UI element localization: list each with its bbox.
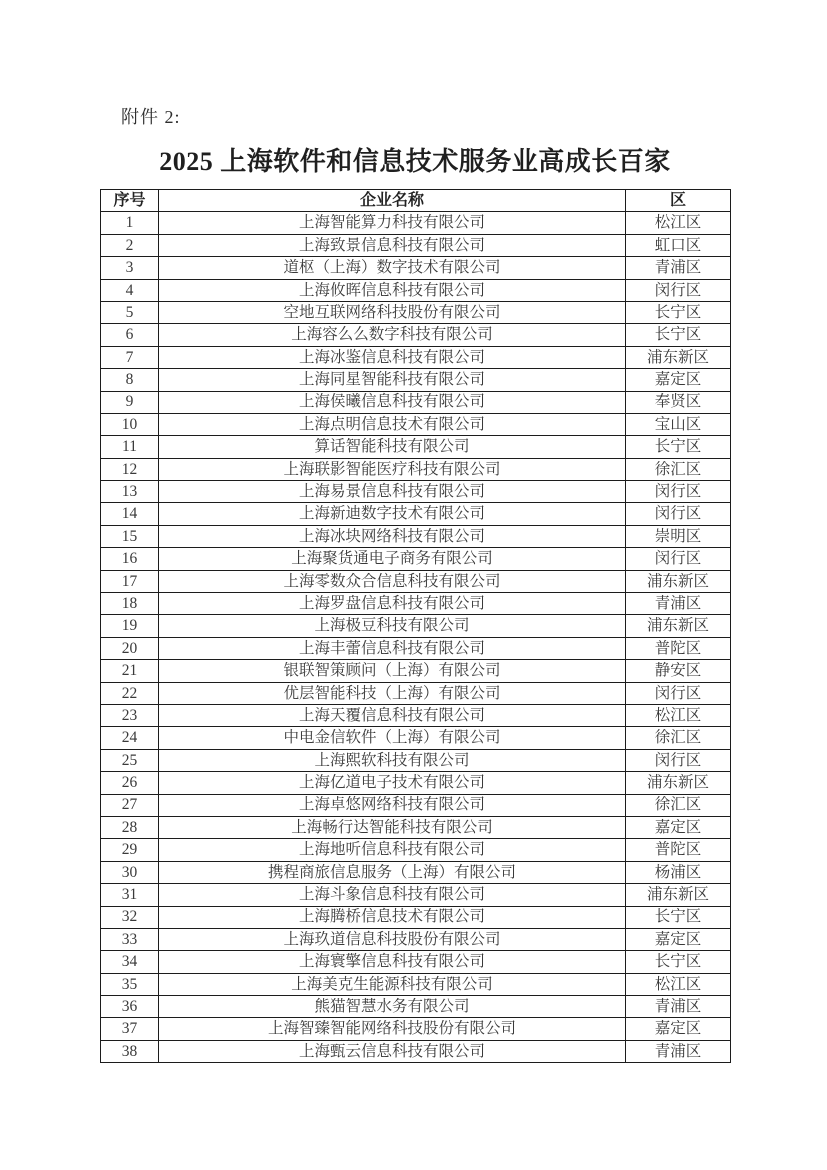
table-row — [101, 682, 731, 704]
row-index-cell: 38 — [101, 1040, 159, 1062]
company-name-cell: 上海同星智能科技有限公司 — [159, 369, 626, 391]
company-name-cell: 上海零数众合信息科技有限公司 — [159, 570, 626, 592]
company-name-cell: 上海甄云信息科技有限公司 — [159, 1040, 626, 1062]
row-index-cell: 15 — [101, 525, 159, 547]
row-index-cell: 5 — [101, 301, 159, 323]
table-row — [101, 772, 731, 794]
row-index-cell: 25 — [101, 749, 159, 771]
row-index-cell: 35 — [101, 973, 159, 995]
district-cell: 闵行区 — [626, 481, 731, 503]
company-name-cell: 上海畅行达智能科技有限公司 — [159, 816, 626, 838]
company-name-cell: 优层智能科技（上海）有限公司 — [159, 682, 626, 704]
table-row — [101, 570, 731, 592]
district-cell: 青浦区 — [626, 593, 731, 615]
table-row — [101, 503, 731, 525]
table-row — [101, 996, 731, 1018]
table-row — [101, 749, 731, 771]
district-cell: 嘉定区 — [626, 816, 731, 838]
district-cell: 闵行区 — [626, 503, 731, 525]
row-index-cell: 4 — [101, 279, 159, 301]
company-table — [100, 189, 731, 1063]
table-row — [101, 436, 731, 458]
company-name-cell: 上海亿道电子技术有限公司 — [159, 772, 626, 794]
row-index-cell: 30 — [101, 861, 159, 883]
table-row — [101, 346, 731, 368]
district-cell: 闵行区 — [626, 548, 731, 570]
table-row — [101, 861, 731, 883]
company-name-cell: 上海容么么数字科技有限公司 — [159, 324, 626, 346]
table-row — [101, 884, 731, 906]
table-row — [101, 1018, 731, 1040]
district-cell: 长宁区 — [626, 301, 731, 323]
company-name-cell: 道枢（上海）数字技术有限公司 — [159, 257, 626, 279]
table-row — [101, 391, 731, 413]
row-index-cell: 16 — [101, 548, 159, 570]
district-cell: 嘉定区 — [626, 1018, 731, 1040]
col-header-company: 企业名称 — [159, 190, 626, 212]
district-cell: 嘉定区 — [626, 369, 731, 391]
company-name-cell: 上海联影智能医疗科技有限公司 — [159, 458, 626, 480]
table-row — [101, 324, 731, 346]
table-row — [101, 839, 731, 861]
district-cell: 静安区 — [626, 660, 731, 682]
company-name-cell: 上海侯曦信息科技有限公司 — [159, 391, 626, 413]
row-index-cell: 11 — [101, 436, 159, 458]
row-index-cell: 2 — [101, 234, 159, 256]
district-cell: 青浦区 — [626, 257, 731, 279]
row-index-cell: 6 — [101, 324, 159, 346]
company-name-cell: 上海智臻智能网络科技股份有限公司 — [159, 1018, 626, 1040]
company-name-cell: 上海丰蕾信息科技有限公司 — [159, 637, 626, 659]
col-header-index: 序号 — [101, 190, 159, 212]
table-row — [101, 816, 731, 838]
company-name-cell: 上海极豆科技有限公司 — [159, 615, 626, 637]
company-name-cell: 上海地听信息科技有限公司 — [159, 839, 626, 861]
company-name-cell: 上海易景信息科技有限公司 — [159, 481, 626, 503]
district-cell: 奉贤区 — [626, 391, 731, 413]
company-name-cell: 上海寰擎信息科技有限公司 — [159, 951, 626, 973]
row-index-cell: 1 — [101, 212, 159, 234]
district-cell: 长宁区 — [626, 436, 731, 458]
row-index-cell: 14 — [101, 503, 159, 525]
row-index-cell: 19 — [101, 615, 159, 637]
table-row — [101, 413, 731, 435]
company-name-cell: 上海美克生能源科技有限公司 — [159, 973, 626, 995]
table-row — [101, 458, 731, 480]
table-row — [101, 257, 731, 279]
district-cell: 嘉定区 — [626, 928, 731, 950]
company-name-cell: 上海卓悠网络科技有限公司 — [159, 794, 626, 816]
table-row — [101, 928, 731, 950]
attachment-label: 附件 2: — [121, 107, 181, 127]
district-cell: 闵行区 — [626, 749, 731, 771]
district-cell: 虹口区 — [626, 234, 731, 256]
table-body — [101, 212, 731, 1063]
table-row — [101, 301, 731, 323]
table-row — [101, 794, 731, 816]
district-cell: 浦东新区 — [626, 346, 731, 368]
table-row — [101, 548, 731, 570]
district-cell: 徐汇区 — [626, 458, 731, 480]
company-name-cell: 上海攸晖信息科技有限公司 — [159, 279, 626, 301]
company-name-cell: 上海冰块网络科技有限公司 — [159, 525, 626, 547]
company-name-cell: 熊猫智慧水务有限公司 — [159, 996, 626, 1018]
district-cell: 崇明区 — [626, 525, 731, 547]
col-header-district: 区 — [626, 190, 731, 212]
table-row — [101, 951, 731, 973]
district-cell: 松江区 — [626, 212, 731, 234]
district-cell: 浦东新区 — [626, 615, 731, 637]
row-index-cell: 24 — [101, 727, 159, 749]
company-name-cell: 上海斗象信息科技有限公司 — [159, 884, 626, 906]
row-index-cell: 13 — [101, 481, 159, 503]
table-row — [101, 727, 731, 749]
row-index-cell: 23 — [101, 704, 159, 726]
table-row — [101, 279, 731, 301]
row-index-cell: 32 — [101, 906, 159, 928]
company-name-cell: 空地互联网络科技股份有限公司 — [159, 301, 626, 323]
district-cell: 浦东新区 — [626, 772, 731, 794]
row-index-cell: 18 — [101, 593, 159, 615]
row-index-cell: 31 — [101, 884, 159, 906]
row-index-cell: 9 — [101, 391, 159, 413]
district-cell: 普陀区 — [626, 637, 731, 659]
district-cell: 闵行区 — [626, 279, 731, 301]
company-name-cell: 上海冰鉴信息科技有限公司 — [159, 346, 626, 368]
company-name-cell: 上海聚货通电子商务有限公司 — [159, 548, 626, 570]
table-row — [101, 615, 731, 637]
company-name-cell: 中电金信软件（上海）有限公司 — [159, 727, 626, 749]
district-cell: 长宁区 — [626, 951, 731, 973]
row-index-cell: 36 — [101, 996, 159, 1018]
row-index-cell: 29 — [101, 839, 159, 861]
table-row — [101, 704, 731, 726]
district-cell: 徐汇区 — [626, 794, 731, 816]
district-cell: 松江区 — [626, 973, 731, 995]
table-row — [101, 525, 731, 547]
district-cell: 松江区 — [626, 704, 731, 726]
row-index-cell: 26 — [101, 772, 159, 794]
district-cell: 徐汇区 — [626, 727, 731, 749]
company-name-cell: 上海罗盘信息科技有限公司 — [159, 593, 626, 615]
row-index-cell: 7 — [101, 346, 159, 368]
district-cell: 青浦区 — [626, 996, 731, 1018]
company-name-cell: 上海熙软科技有限公司 — [159, 749, 626, 771]
row-index-cell: 8 — [101, 369, 159, 391]
row-index-cell: 3 — [101, 257, 159, 279]
row-index-cell: 33 — [101, 928, 159, 950]
row-index-cell: 34 — [101, 951, 159, 973]
company-name-cell: 上海新迪数字技术有限公司 — [159, 503, 626, 525]
district-cell: 浦东新区 — [626, 884, 731, 906]
district-cell: 杨浦区 — [626, 861, 731, 883]
district-cell: 浦东新区 — [626, 570, 731, 592]
table-row — [101, 369, 731, 391]
table-row — [101, 1040, 731, 1062]
company-name-cell: 银联智策顾问（上海）有限公司 — [159, 660, 626, 682]
district-cell: 长宁区 — [626, 324, 731, 346]
row-index-cell: 37 — [101, 1018, 159, 1040]
table-row — [101, 906, 731, 928]
table-header-row — [101, 190, 731, 212]
row-index-cell: 10 — [101, 413, 159, 435]
company-name-cell: 算话智能科技有限公司 — [159, 436, 626, 458]
company-name-cell: 携程商旅信息服务（上海）有限公司 — [159, 861, 626, 883]
district-cell: 普陀区 — [626, 839, 731, 861]
table-row — [101, 973, 731, 995]
row-index-cell: 17 — [101, 570, 159, 592]
company-name-cell: 上海点明信息技术有限公司 — [159, 413, 626, 435]
table-row — [101, 212, 731, 234]
district-cell: 宝山区 — [626, 413, 731, 435]
row-index-cell: 28 — [101, 816, 159, 838]
table-row — [101, 234, 731, 256]
page-title: 2025 上海软件和信息技术服务业高成长百家 — [159, 147, 671, 176]
row-index-cell: 21 — [101, 660, 159, 682]
table-row — [101, 637, 731, 659]
row-index-cell: 20 — [101, 637, 159, 659]
table-row — [101, 593, 731, 615]
row-index-cell: 12 — [101, 458, 159, 480]
company-name-cell: 上海致景信息科技有限公司 — [159, 234, 626, 256]
district-cell: 青浦区 — [626, 1040, 731, 1062]
company-name-cell: 上海腾桥信息技术有限公司 — [159, 906, 626, 928]
table-row — [101, 660, 731, 682]
row-index-cell: 22 — [101, 682, 159, 704]
table-row — [101, 481, 731, 503]
district-cell: 长宁区 — [626, 906, 731, 928]
company-name-cell: 上海天覆信息科技有限公司 — [159, 704, 626, 726]
district-cell: 闵行区 — [626, 682, 731, 704]
company-name-cell: 上海玖道信息科技股份有限公司 — [159, 928, 626, 950]
row-index-cell: 27 — [101, 794, 159, 816]
company-name-cell: 上海智能算力科技有限公司 — [159, 212, 626, 234]
